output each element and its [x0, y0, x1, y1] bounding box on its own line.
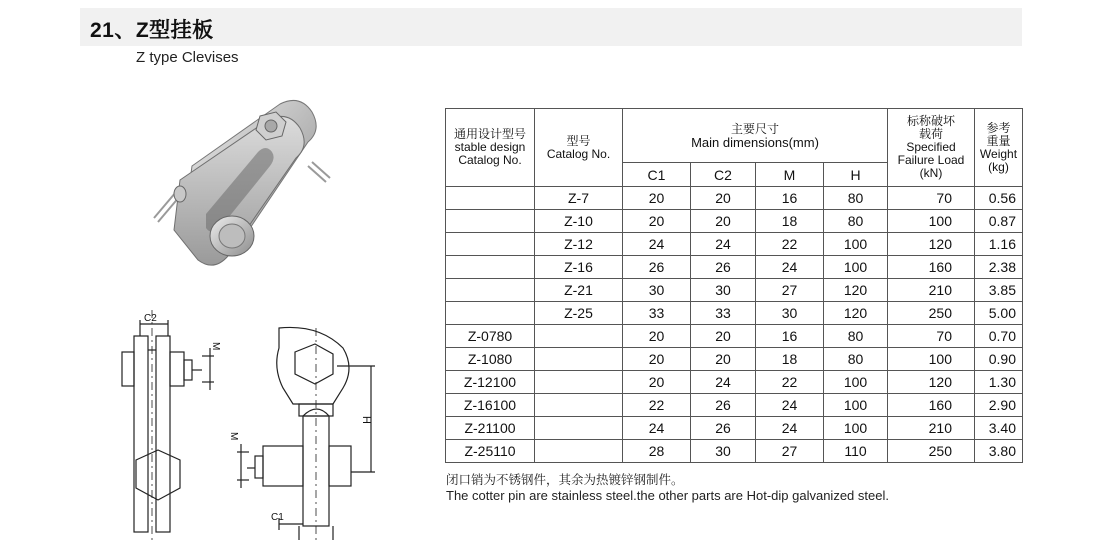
cell-catalog: Z-7 — [535, 187, 623, 210]
cell-c1: 20 — [623, 348, 691, 371]
cell-h: 100 — [824, 371, 888, 394]
side-view-drawing — [228, 328, 383, 540]
cell-weight: 0.90 — [975, 348, 1023, 371]
cell-catalog: Z-16 — [535, 256, 623, 279]
cell-weight: 2.38 — [975, 256, 1023, 279]
cell-weight: 2.90 — [975, 394, 1023, 417]
cell-h: 100 — [824, 417, 888, 440]
cell-catalog — [535, 348, 623, 371]
cell-load: 120 — [888, 233, 975, 256]
header-weight: 参考 重量 Weight (kg) — [975, 109, 1023, 187]
cell-catalog — [535, 440, 623, 463]
cell-m: 22 — [756, 371, 824, 394]
table-row — [446, 279, 1023, 302]
cell-c2: 26 — [691, 417, 756, 440]
cell-catalog: Z-12 — [535, 233, 623, 256]
dim-label-c1: C1 — [271, 512, 284, 523]
cell-design: Z-12100 — [446, 371, 535, 394]
cell-m: 27 — [756, 440, 824, 463]
cell-c1: 24 — [623, 417, 691, 440]
cell-load: 160 — [888, 394, 975, 417]
cell-catalog — [535, 417, 623, 440]
table-row — [446, 348, 1023, 371]
cell-m: 30 — [756, 302, 824, 325]
table-header-row — [446, 109, 1023, 163]
cell-c1: 28 — [623, 440, 691, 463]
cell-load: 250 — [888, 302, 975, 325]
cell-c1: 33 — [623, 302, 691, 325]
cell-m: 24 — [756, 417, 824, 440]
cell-load: 210 — [888, 417, 975, 440]
header-design-no: 通用设计型号 stable design Catalog No. — [446, 109, 535, 187]
cell-design: Z-16100 — [446, 394, 535, 417]
cell-c2: 30 — [691, 279, 756, 302]
cell-h: 80 — [824, 210, 888, 233]
cell-c1: 22 — [623, 394, 691, 417]
dim-label-m-top: M — [210, 342, 221, 351]
cell-design — [446, 279, 535, 302]
cell-m: 18 — [756, 348, 824, 371]
table-row — [446, 325, 1023, 348]
table-row — [446, 371, 1023, 394]
cell-load: 70 — [888, 187, 975, 210]
header-m: M — [756, 163, 824, 187]
cell-m: 24 — [756, 256, 824, 279]
cell-h: 100 — [824, 394, 888, 417]
cell-design: Z-0780 — [446, 325, 535, 348]
cell-m: 27 — [756, 279, 824, 302]
cell-c2: 20 — [691, 187, 756, 210]
note-chinese: 闭口销为不锈钢件，其余为热镀锌钢制件。 — [446, 473, 684, 487]
cell-design: Z-21100 — [446, 417, 535, 440]
header-bar — [80, 8, 1022, 46]
dim-label-m-bottom: M — [228, 432, 239, 441]
header-failure-load: 标称破坏 载荷 Specified Failure Load (kN) — [888, 109, 975, 187]
cell-design: Z-1080 — [446, 348, 535, 371]
cell-load: 120 — [888, 371, 975, 394]
cell-c2: 26 — [691, 256, 756, 279]
cell-c2: 20 — [691, 210, 756, 233]
cell-c1: 20 — [623, 210, 691, 233]
cell-load: 160 — [888, 256, 975, 279]
cell-c1: 20 — [623, 187, 691, 210]
cell-weight: 3.85 — [975, 279, 1023, 302]
cell-c2: 24 — [691, 371, 756, 394]
table-row — [446, 417, 1023, 440]
cell-catalog: Z-25 — [535, 302, 623, 325]
cell-m: 24 — [756, 394, 824, 417]
cell-design: Z-25110 — [446, 440, 535, 463]
cell-weight: 3.40 — [975, 417, 1023, 440]
product-photo — [140, 96, 360, 268]
cell-design — [446, 302, 535, 325]
page-subtitle: Z type Clevises — [136, 49, 239, 66]
cell-load: 70 — [888, 325, 975, 348]
cell-h: 120 — [824, 279, 888, 302]
cell-h: 100 — [824, 256, 888, 279]
cell-weight: 0.56 — [975, 187, 1023, 210]
cell-load: 100 — [888, 348, 975, 371]
cell-design — [446, 233, 535, 256]
front-view-drawing — [110, 310, 232, 540]
cell-design — [446, 210, 535, 233]
cell-h: 80 — [824, 187, 888, 210]
dim-label-h: H — [360, 416, 372, 424]
table-row — [446, 302, 1023, 325]
cell-h: 110 — [824, 440, 888, 463]
cell-weight: 0.70 — [975, 325, 1023, 348]
cell-m: 16 — [756, 187, 824, 210]
page-title: 21、Z型挂板 — [90, 19, 214, 42]
cell-c2: 20 — [691, 348, 756, 371]
table-row — [446, 256, 1023, 279]
table-row — [446, 210, 1023, 233]
header-h: H — [824, 163, 888, 187]
note-english: The cotter pin are stainless steel.the other parts are Hot-dip galvanized steel. — [446, 488, 889, 503]
cell-h: 100 — [824, 233, 888, 256]
cell-weight: 0.87 — [975, 210, 1023, 233]
cell-catalog: Z-21 — [535, 279, 623, 302]
cell-m: 22 — [756, 233, 824, 256]
cell-weight: 3.80 — [975, 440, 1023, 463]
cell-m: 18 — [756, 210, 824, 233]
dim-label-c2: C2 — [144, 313, 157, 324]
cell-c1: 20 — [623, 325, 691, 348]
cell-c1: 30 — [623, 279, 691, 302]
spec-table — [445, 108, 1023, 463]
cell-load: 210 — [888, 279, 975, 302]
cell-h: 80 — [824, 348, 888, 371]
cell-m: 16 — [756, 325, 824, 348]
cell-weight: 1.16 — [975, 233, 1023, 256]
cell-c1: 26 — [623, 256, 691, 279]
cell-c1: 20 — [623, 371, 691, 394]
cell-c1: 24 — [623, 233, 691, 256]
cell-c2: 33 — [691, 302, 756, 325]
cell-catalog — [535, 371, 623, 394]
cell-catalog — [535, 325, 623, 348]
cell-h: 120 — [824, 302, 888, 325]
cell-load: 250 — [888, 440, 975, 463]
cell-c2: 26 — [691, 394, 756, 417]
cell-design — [446, 187, 535, 210]
cell-catalog — [535, 394, 623, 417]
table-row — [446, 440, 1023, 463]
table-body — [446, 187, 1023, 463]
cell-catalog: Z-10 — [535, 210, 623, 233]
header-catalog-no: 型号 Catalog No. — [535, 109, 623, 187]
cell-load: 100 — [888, 210, 975, 233]
header-c2: C2 — [691, 163, 756, 187]
table-row — [446, 187, 1023, 210]
cell-c2: 24 — [691, 233, 756, 256]
cell-c2: 30 — [691, 440, 756, 463]
cell-design — [446, 256, 535, 279]
cell-c2: 20 — [691, 325, 756, 348]
table-row — [446, 233, 1023, 256]
cell-h: 80 — [824, 325, 888, 348]
header-main-dimensions: 主要尺寸 Main dimensions(mm) — [623, 109, 888, 163]
header-c1: C1 — [623, 163, 691, 187]
cell-weight: 5.00 — [975, 302, 1023, 325]
cell-weight: 1.30 — [975, 371, 1023, 394]
table-row — [446, 394, 1023, 417]
